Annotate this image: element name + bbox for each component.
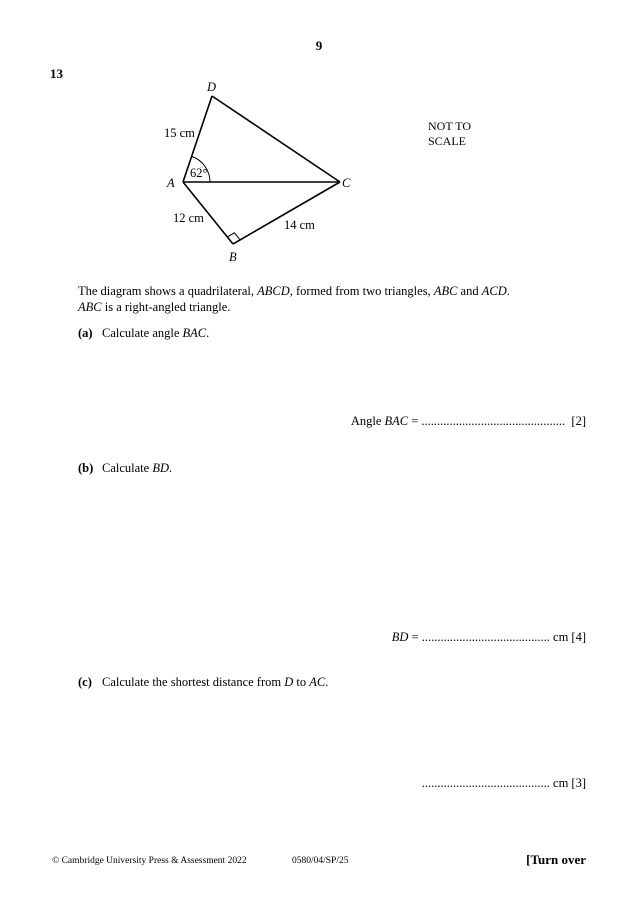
answer-dots: ......................................... <box>421 776 550 790</box>
vertex-C: C <box>342 176 351 190</box>
part-b-label: (b) <box>78 461 94 475</box>
angle-label: 62° <box>190 166 208 180</box>
question-number: 13 <box>50 66 63 81</box>
note-line-1: NOT TO <box>428 119 472 133</box>
length-AD: 15 cm <box>164 126 195 140</box>
intro-line-2: ABC is a right-angled triangle. <box>78 300 231 314</box>
note-line-2: SCALE <box>428 134 467 148</box>
vertex-D: D <box>207 80 217 94</box>
part-a-question: (a) Calculate angle BAC. <box>78 326 210 340</box>
page-number: 9 <box>315 38 323 53</box>
quadrilateral-diagram <box>0 0 638 280</box>
vertex-B: B <box>229 250 237 264</box>
part-a-label: (a) <box>78 326 93 340</box>
side-DC <box>212 96 340 182</box>
length-BC: 14 cm <box>284 218 315 232</box>
intro-line-1: The diagram shows a quadrilateral, ABCD, formed from two triangles, ABC and ACD. <box>78 284 510 298</box>
marks: [3] <box>571 776 586 790</box>
part-c-question: (c) Calculate the shortest distance from D to AC. <box>78 675 329 689</box>
part-c-answer-line[interactable]: ......................................... cm [3] <box>421 776 586 790</box>
marks: [2] <box>571 414 586 428</box>
part-b-question: (b) Calculate BD. <box>78 461 173 475</box>
part-c-label: (c) <box>78 675 92 689</box>
length-AB: 12 cm <box>173 211 204 225</box>
question-intro <box>78 283 510 315</box>
vertex-A: A <box>167 176 175 190</box>
footer-copyright: © Cambridge University Press & Assessment 2022 <box>52 856 247 866</box>
answer-dots: ......................................... <box>421 630 550 644</box>
not-to-scale-note <box>428 119 471 149</box>
answer-dots: .............................................. <box>421 414 566 428</box>
part-a-answer-line[interactable]: Angle BAC = .............................................. [2] <box>350 414 586 428</box>
part-b-answer-line[interactable]: BD = ......................................... cm [4] <box>391 630 586 644</box>
marks: [4] <box>571 630 586 644</box>
footer-code: 0580/04/SP/25 <box>292 856 349 866</box>
turn-over: [Turn over <box>526 852 586 867</box>
side-BC <box>233 182 340 244</box>
